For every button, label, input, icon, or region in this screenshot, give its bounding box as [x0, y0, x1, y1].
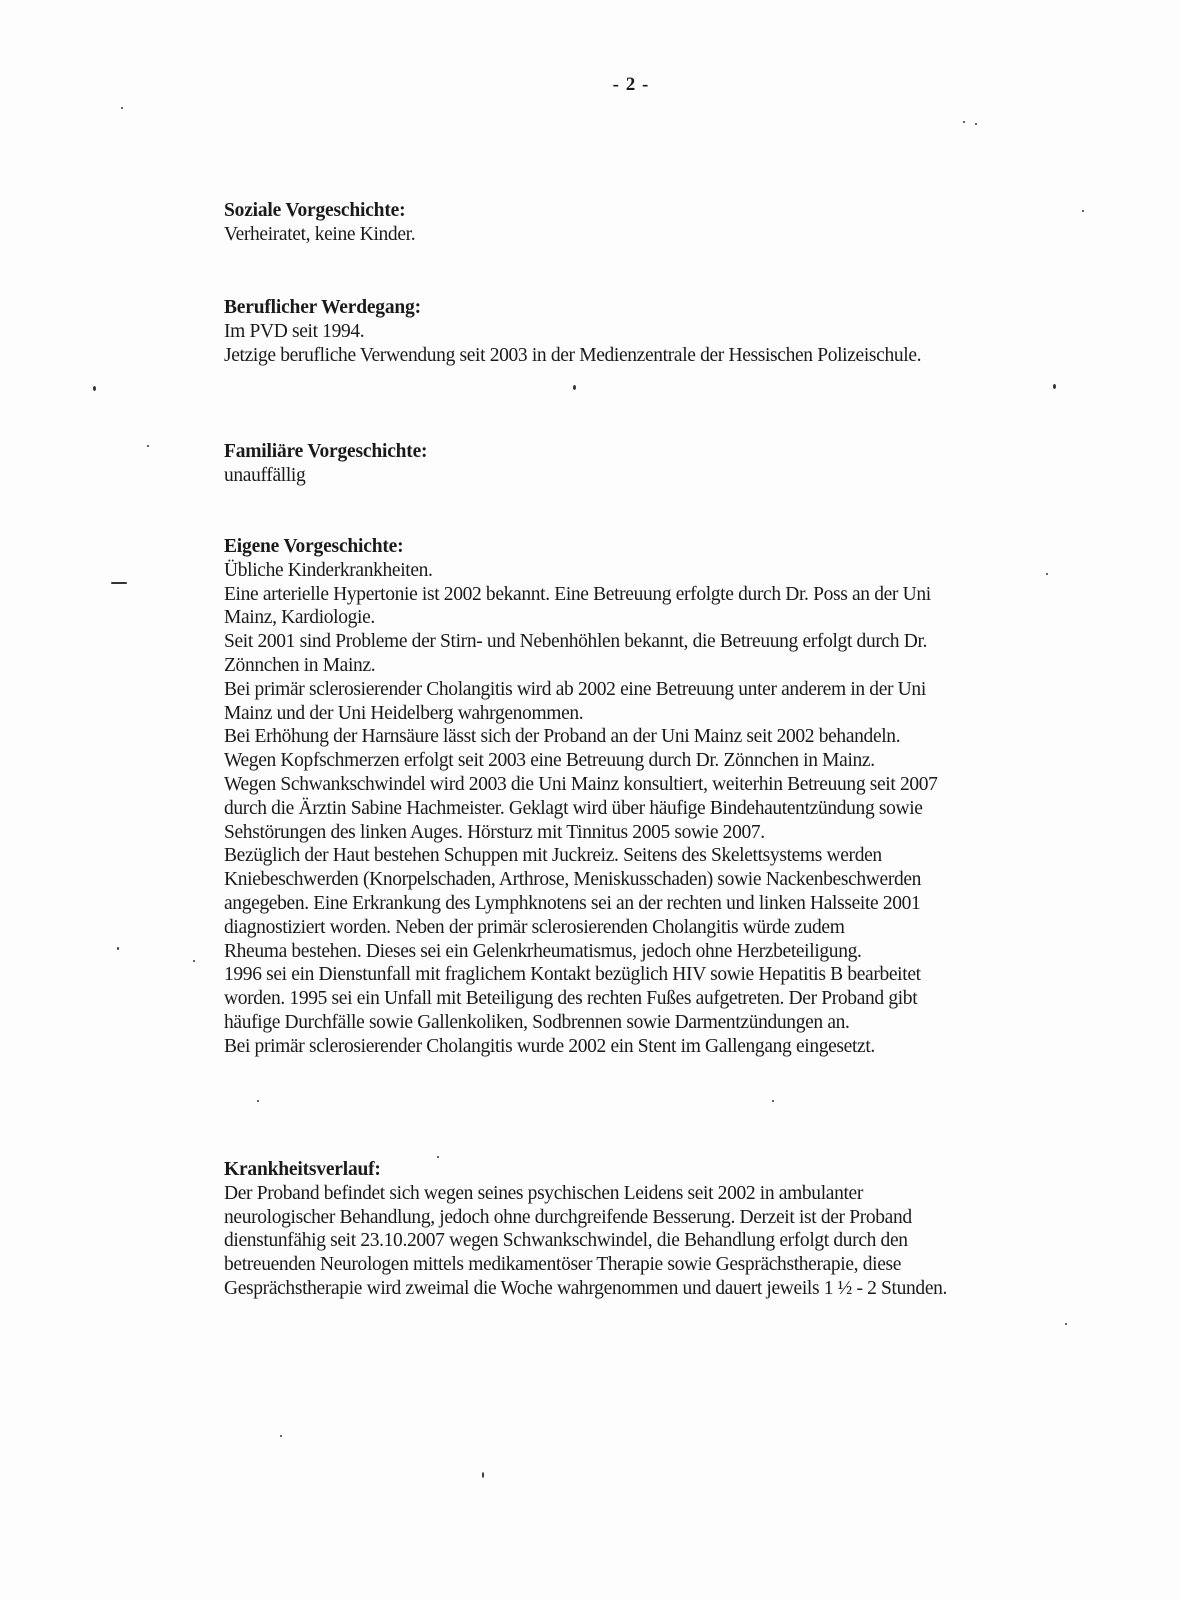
scan-speck	[1082, 210, 1084, 212]
text-line: Bezüglich der Haut bestehen Schuppen mit Juckreiz. Seitens des Skelettsystems werden	[224, 845, 882, 867]
text-line: Eine arterielle Hypertonie ist 2002 bekannt. Eine Betreuung erfolgte durch Dr. Poss an der Uni	[224, 583, 931, 605]
section-heading: Beruflicher Werdegang:	[224, 297, 421, 318]
scan-speck	[111, 582, 127, 584]
scan-speck	[121, 107, 123, 109]
scan-speck	[772, 1100, 774, 1102]
scan-speck	[1065, 1323, 1067, 1325]
text-line: Mainz, Kardiologie.	[224, 607, 375, 629]
scan-speck	[257, 1100, 259, 1102]
section-heading: Soziale Vorgeschichte:	[224, 200, 406, 221]
text-line: Seit 2001 sind Probleme der Stirn- und Nebenhöhlen bekannt, die Betreuung erfolgt durch Dr.	[224, 631, 928, 653]
text-line: angegeben. Eine Erkrankung des Lymphknotens sei an der rechten und linken Halsseite 2001	[224, 892, 921, 914]
text-line: durch die Ärztin Sabine Hachmeister. Geklagt wird über häufige Bindehautentzündung sowie	[224, 797, 923, 819]
text-line: Rheuma bestehen. Dieses sei ein Gelenkrheumatismus, jedoch ohne Herzbeteiligung.	[224, 940, 862, 962]
text-line: Jetzige berufliche Verwendung seit 2003 in der Medienzentrale der Hessischen Polizeischule.	[224, 344, 922, 366]
text-line: betreuenden Neurologen mittels medikamentöser Therapie sowie Gesprächstherapie, diese	[224, 1254, 902, 1276]
text-line: Zönnchen in Mainz.	[224, 654, 376, 676]
section-heading: Familiäre Vorgeschichte:	[224, 441, 428, 462]
section-disease-course	[224, 1158, 1054, 1301]
text-line: Kniebeschwerden (Knorpelschaden, Arthrose, Meniskusschaden) sowie Nackenbeschwerden	[224, 869, 922, 891]
text-line: 1996 sei ein Dienstunfall mit fraglichem Kontakt bezüglich HIV sowie Hepatitis B bearbeitet	[224, 964, 921, 986]
scan-speck	[93, 386, 96, 391]
section-social-history	[224, 199, 1054, 247]
text-line: worden. 1995 sei ein Unfall mit Beteiligung des rechten Fußes aufgetreten. Der Proband gibt	[224, 988, 918, 1010]
scan-speck	[1046, 573, 1048, 575]
text-line: häufige Durchfälle sowie Gallenkoliken, Sodbrennen sowie Darmentzündungen an.	[224, 1011, 850, 1033]
text-line: Gesprächstherapie wird zweimal die Woche wahrgenommen und dauert jeweils 1 ½ - 2 Stunden.	[224, 1277, 948, 1299]
text-line: Sehstörungen des linken Auges. Hörsturz mit Tinnitus 2005 sowie 2007.	[224, 821, 765, 843]
scan-speck	[1053, 384, 1056, 389]
text-line: Der Proband befindet sich wegen seines psychischen Leidens seit 2002 in ambulanter	[224, 1182, 863, 1204]
section-family-history	[224, 440, 1054, 488]
text-line: Verheiratet, keine Kinder.	[224, 223, 416, 245]
text-line: Wegen Schwankschwindel wird 2003 die Uni Mainz konsultiert, weiterhin Betreuung seit 2007	[224, 773, 938, 795]
text-line: Bei primär sclerosierender Cholangitis wurde 2002 ein Stent im Gallengang eingesetzt.	[224, 1035, 875, 1057]
section-heading: Krankheitsverlauf:	[224, 1159, 381, 1180]
scan-speck	[963, 121, 965, 123]
scan-speck	[147, 445, 149, 447]
page-number: - 2 -	[612, 74, 650, 95]
text-line: diagnostiziert worden. Neben der primär sclerosierenden Cholangitis würde zudem	[224, 916, 845, 938]
section-own-history	[224, 535, 1054, 1059]
text-line: Mainz und der Uni Heidelberg wahrgenommen.	[224, 702, 584, 724]
text-line: dienstunfähig seit 23.10.2007 wegen Schwankschwindel, die Behandlung erfolgt durch den	[224, 1230, 908, 1252]
scan-speck	[573, 385, 576, 390]
section-heading: Eigene Vorgeschichte:	[224, 536, 404, 557]
scan-speck	[437, 1156, 439, 1158]
scan-speck	[193, 960, 195, 962]
scan-speck	[975, 123, 977, 125]
text-line: neurologischer Behandlung, jedoch ohne durchgreifende Besserung. Derzeit ist der Proband	[224, 1206, 912, 1228]
text-line: Wegen Kopfschmerzen erfolgt seit 2003 eine Betreuung durch Dr. Zönnchen in Mainz.	[224, 750, 875, 772]
scan-speck	[117, 947, 119, 950]
scan-speck	[482, 1472, 484, 1478]
text-line: Bei primär sclerosierender Cholangitis wird ab 2002 eine Betreuung unter anderem in der Uni	[224, 678, 926, 700]
scan-speck	[280, 1435, 282, 1437]
text-line: Übliche Kinderkrankheiten.	[224, 559, 433, 581]
text-line: unauffällig	[224, 464, 306, 486]
section-career	[224, 296, 1054, 367]
text-line: Bei Erhöhung der Harnsäure lässt sich der Proband an der Uni Mainz seit 2002 behandeln.	[224, 726, 901, 748]
text-line: Im PVD seit 1994.	[224, 320, 365, 342]
